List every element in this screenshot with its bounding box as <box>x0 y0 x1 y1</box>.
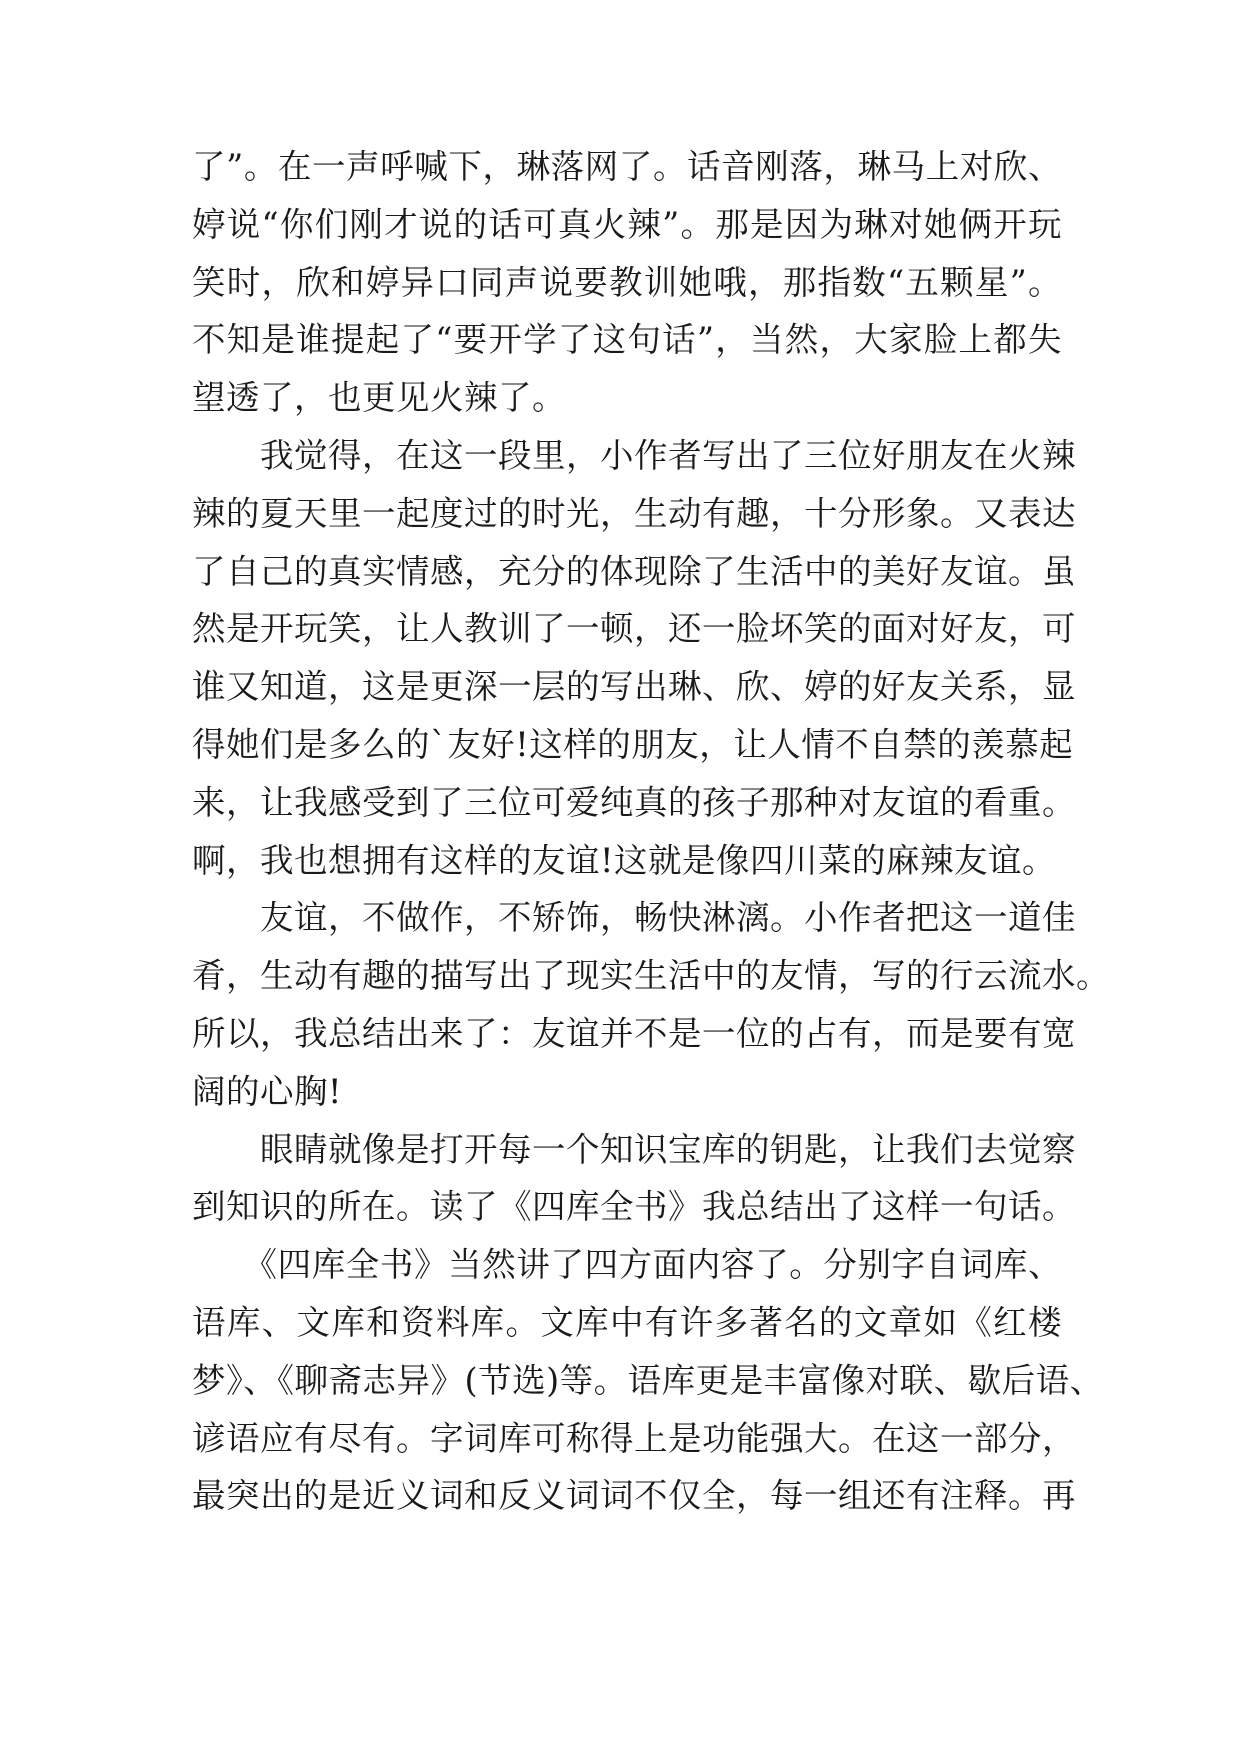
text-line: 来，让我感受到了三位可爱纯真的孩子那种对友谊的看重。 <box>192 782 1076 822</box>
text-line: 不知是谁提起了“要开学了这句话”，当然，大家脸上都失 <box>192 320 1062 360</box>
text-line: 肴，生动有趣的描写出了现实生活中的友情，写的行云流水。 <box>192 956 1110 996</box>
text-line: 谁又知道，这是更深一层的写出琳、欣、婷的好友关系，显 <box>192 667 1076 707</box>
text-line: 语库、文库和资料库。文库中有许多著名的文章如《红楼 <box>192 1302 1062 1342</box>
text-line: 然是开玩笑，让人教训了一顿，还一脸坏笑的面对好友，可 <box>192 609 1076 649</box>
text-line: 啊，我也想拥有这样的友谊!这就是像四川菜的麻辣友谊。 <box>192 840 1056 880</box>
text-line: 梦》、《聊斋志异》(节选)等。语库更是丰富像对联、歇后语、 <box>192 1360 1104 1400</box>
text-line: 阔的心胸! <box>192 1071 342 1111</box>
text-line: 笑时，欣和婷异口同声说要教训她哦，那指数“五颗星”。 <box>192 262 1062 302</box>
document-body <box>192 138 1110 1525</box>
text-line: 我觉得，在这一段里，小作者写出了三位好朋友在火辣 <box>192 435 1076 475</box>
text-line: 友谊，不做作，不矫饰，畅快淋漓。小作者把这一道佳 <box>192 898 1076 938</box>
text-line: 了自己的真实情感，充分的体现除了生活中的美好友谊。虽 <box>192 551 1076 591</box>
text-line: 了”。在一声呼喊下，琳落网了。话音刚落，琳马上对欣、 <box>192 147 1062 186</box>
text-line: 所以，我总结出来了：友谊并不是一位的占有，而是要有宽 <box>192 1013 1076 1053</box>
text-line: 最突出的是近义词和反义词词不仅全，每一组还有注释。再 <box>192 1476 1076 1516</box>
text-line: 得她们是多么的`友好!这样的朋友，让人情不自禁的羡慕起 <box>192 724 1074 764</box>
text-line: 婷说“你们刚才说的话可真火辣”。那是因为琳对她俩开玩 <box>192 204 1062 244</box>
text-line: 眼睛就像是打开每一个知识宝库的钥匙，让我们去觉察 <box>192 1129 1076 1169</box>
text-line: 《四库全书》当然讲了四方面内容了。分别字自词库、 <box>192 1245 1062 1285</box>
text-line: 到知识的所在。读了《四库全书》我总结出了这样一句话。 <box>192 1187 1076 1227</box>
text-line: 辣的夏天里一起度过的时光，生动有趣，十分形象。又表达 <box>192 493 1076 533</box>
text-line: 望透了，也更见火辣了。 <box>192 378 566 418</box>
text-line: 谚语应有尽有。字词库可称得上是功能强大。在这一部分， <box>192 1418 1076 1458</box>
